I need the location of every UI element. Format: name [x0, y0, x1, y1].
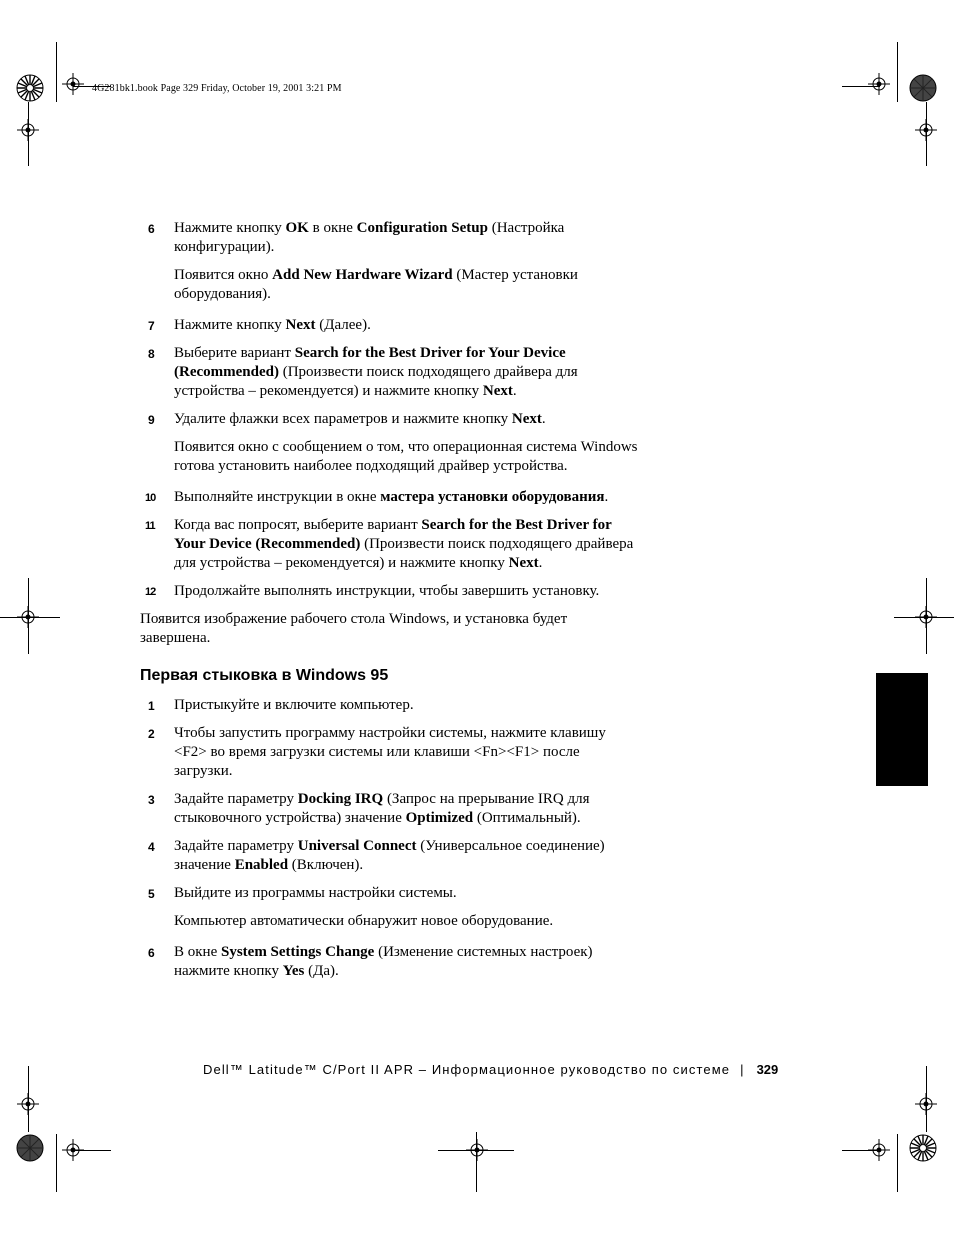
step-number: 9	[148, 413, 155, 427]
registration-mark-top-right	[909, 74, 937, 102]
numbered-step	[140, 837, 640, 875]
bold-term: Next	[482, 383, 513, 399]
step-text-run: Продолжайте выполнять инструкции, чтобы завершить установку.	[174, 583, 600, 599]
step-number: 6	[148, 222, 155, 236]
step-text-run: (Да).	[304, 963, 339, 979]
step-text-run: Появится окно	[174, 267, 273, 283]
step-text-run: (Мастер установки оборудования).	[174, 267, 578, 302]
bold-term: Yes	[282, 963, 305, 979]
crop-line	[894, 617, 954, 618]
footer-separator: |	[740, 1062, 745, 1077]
step-number: 6	[148, 946, 155, 960]
step-text-run: (Изменение системных настроек) нажмите кнопку	[174, 944, 593, 979]
step-text-run: .	[512, 383, 517, 399]
bold-term: OK	[285, 220, 309, 236]
step-number: 3	[148, 793, 155, 807]
page-content	[140, 219, 640, 990]
numbered-step	[140, 696, 640, 715]
step-text-run: в окне	[308, 220, 357, 236]
crop-line	[28, 578, 29, 654]
crop-line	[926, 102, 927, 166]
bold-term: Next	[508, 555, 539, 571]
footer-title: Dell™ Latitude™ C/Port II APR – Информационное руководство по системе	[203, 1062, 731, 1077]
step-note	[140, 266, 640, 304]
step-text-run: Чтобы запустить программу настройки системы, нажмите клавишу <F2> во время загрузки системы или клавиши <Fn><F1> после загрузки.	[174, 725, 606, 779]
step-text	[174, 488, 640, 507]
step-text-run: Задайте параметру	[174, 791, 298, 807]
page-footer	[203, 1062, 843, 1077]
bold-term: Search for the Best Driver for Your Device (Recommended)	[174, 517, 612, 552]
step-text	[174, 582, 640, 601]
print-slug: 4G281bk1.book Page 329 Friday, October 19, 2001 3:21 PM	[92, 83, 342, 94]
step-text-run: Пристыкуйте и включите компьютер.	[174, 697, 414, 713]
step-text-run: Выберите вариант	[174, 345, 295, 361]
step-text-run: .	[538, 555, 543, 571]
step-text-run: (Далее).	[315, 317, 371, 333]
registration-mark-top-left	[16, 74, 44, 102]
crop-line	[73, 1150, 111, 1151]
bold-term: Enabled	[234, 857, 289, 873]
crop-line	[56, 42, 57, 102]
step-text-run: Задайте параметру	[174, 838, 298, 854]
step-number: 12	[145, 586, 156, 598]
crosshair-mark	[868, 73, 890, 95]
numbered-step	[140, 410, 640, 429]
step-text-run: Выйдите из программы настройки системы.	[174, 885, 457, 901]
step-text-run: (Запрос на прерывание IRQ для стыковочного устройства) значение	[174, 791, 590, 826]
step-text	[174, 790, 640, 828]
step-text	[174, 410, 640, 429]
step-text-run: (Оптимальный).	[473, 810, 581, 826]
step-list-docking	[140, 696, 640, 981]
crop-line	[842, 1150, 880, 1151]
crop-line	[926, 1066, 927, 1132]
bold-term: Next	[285, 317, 316, 333]
chapter-thumb-tab	[876, 673, 928, 786]
registration-mark-bottom-right	[909, 1134, 937, 1162]
bold-term: Next	[511, 411, 542, 427]
step-text	[174, 724, 640, 781]
step-number: 1	[148, 699, 155, 713]
crop-line	[926, 578, 927, 654]
step-number: 8	[148, 347, 155, 361]
registration-mark-bottom-left	[16, 1134, 44, 1162]
bold-term: Add New Hardware Wizard	[272, 267, 453, 283]
step-text	[174, 316, 640, 335]
numbered-step	[140, 316, 640, 335]
step-text	[174, 837, 640, 875]
numbered-step	[140, 488, 640, 507]
step-number: 11	[145, 520, 155, 532]
step-text	[174, 219, 640, 257]
step-note	[140, 438, 640, 476]
section-heading: Первая стыковка в Windows 95	[140, 667, 389, 684]
step-text-run: .	[604, 489, 609, 505]
crop-line	[842, 86, 880, 87]
numbered-step	[140, 516, 640, 573]
step-text	[174, 344, 640, 401]
crop-line	[28, 102, 29, 166]
step-number: 7	[148, 319, 155, 333]
bold-term: Configuration Setup	[356, 220, 488, 236]
numbered-step	[140, 219, 640, 257]
step-text-run: (Включен).	[288, 857, 364, 873]
crop-line	[0, 617, 60, 618]
numbered-step	[140, 582, 640, 601]
step-text-run: Выполняйте инструкции в окне	[174, 489, 381, 505]
bold-term: Docking IRQ	[297, 791, 384, 807]
step-text-run: (Настройка конфигурации).	[174, 220, 565, 255]
step-list-setup	[140, 219, 640, 601]
numbered-step	[140, 884, 640, 903]
step-text	[174, 884, 640, 903]
crosshair-mark	[62, 73, 84, 95]
step-text-run: (Произвести поиск подходящего драйвера для устройства – рекомендуется) и нажмите кнопку	[174, 536, 634, 571]
step-text	[174, 516, 640, 573]
crop-line	[897, 1134, 898, 1192]
step-note	[140, 912, 640, 931]
step-text-run: Удалите флажки всех параметров и нажмите кнопку	[174, 411, 512, 427]
crop-line	[476, 1132, 477, 1192]
numbered-step	[140, 344, 640, 401]
step-number: 2	[148, 727, 155, 741]
step-text-run: В окне	[174, 944, 221, 960]
numbered-step	[140, 724, 640, 781]
bold-term: Universal Connect	[297, 838, 417, 854]
step-text-run: (Универсальное соединение) значение	[174, 838, 605, 873]
step-text-run: Компьютер автоматически обнаружит новое оборудование.	[174, 913, 554, 929]
step-number: 5	[148, 887, 155, 901]
step-text-run: (Произвести поиск подходящего драйвера для устройства – рекомендуется) и нажмите кнопку	[174, 364, 578, 399]
crop-line	[897, 42, 898, 102]
bold-term: Optimized	[405, 810, 474, 826]
step-text-run: Нажмите кнопку	[174, 220, 286, 236]
step-text-run: Когда вас попросят, выберите вариант	[174, 517, 422, 533]
page-number: 329	[756, 1062, 779, 1077]
bold-term: мастера установки оборудования	[380, 489, 605, 505]
result-paragraph: Появится изображение рабочего стола Windows, и установка будет завершена.	[140, 611, 568, 646]
step-number: 4	[148, 840, 155, 854]
step-text	[174, 696, 640, 715]
bold-term: Search for the Best Driver for Your Device (Recommended)	[174, 345, 566, 380]
step-number: 10	[145, 492, 156, 504]
step-text-run: Появится окно с сообщением о том, что операционная система Windows готова установить наиболее подходящий драйвер устройства.	[174, 439, 638, 474]
step-text	[174, 943, 640, 981]
crop-line	[56, 1134, 57, 1192]
bold-term: System Settings Change	[220, 944, 375, 960]
numbered-step	[140, 943, 640, 981]
numbered-step	[140, 790, 640, 828]
step-text-run: .	[541, 411, 546, 427]
step-text-run: Нажмите кнопку	[174, 317, 286, 333]
crop-line	[28, 1066, 29, 1132]
